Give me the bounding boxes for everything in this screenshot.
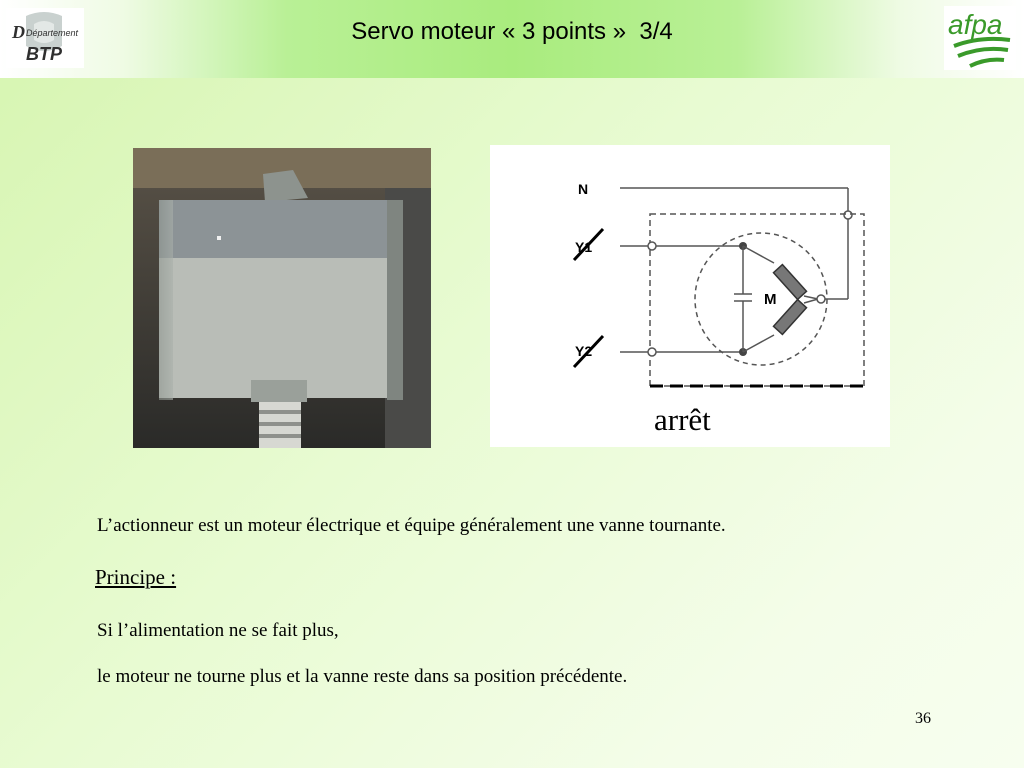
principle-line-1: Si l’alimentation ne se fait plus, — [97, 620, 339, 641]
logo-departement-text: Département — [26, 28, 79, 38]
label-y1: Y1 — [575, 239, 593, 255]
label-motor-m: M — [764, 291, 777, 308]
page-title: Servo moteur « 3 points » 3/4 — [351, 18, 673, 45]
actuator-photo — [133, 148, 431, 448]
principle-heading: Principe : — [95, 565, 177, 589]
principle-line-2: le moteur ne tourne plus et la vanne reste dans sa position précédente. — [97, 666, 628, 687]
label-n: N — [578, 181, 589, 197]
diagram-caption: arrêt — [654, 402, 711, 437]
afpa-logo — [944, 6, 1016, 70]
intro-text: L’actionneur est un moteur électrique et équipe généralement une vanne tournante. — [97, 515, 726, 536]
svg-text:D: D — [12, 22, 25, 42]
logo-afpa-text: afpa — [948, 9, 1003, 40]
label-y2: Y2 — [575, 343, 593, 359]
page-number: 36 — [915, 710, 931, 727]
logo-btp-text: BTP — [26, 44, 62, 64]
